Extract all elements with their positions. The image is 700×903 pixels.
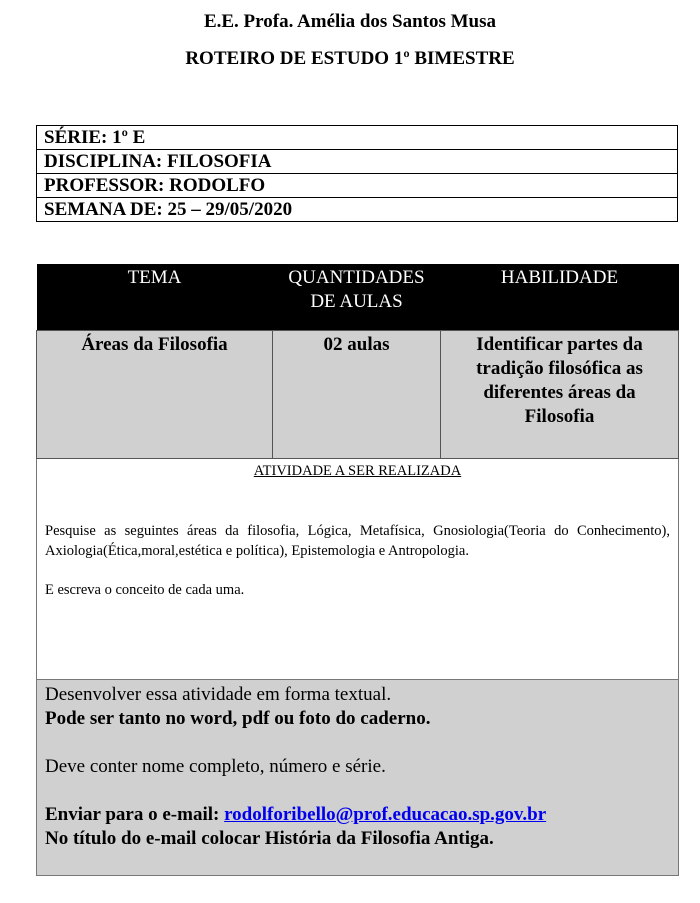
cell-habilidade: Identificar partes da tradição filosófica as diferentes áreas da Filosofia [441, 330, 679, 458]
study-table [36, 264, 679, 876]
activity-text: Pesquise as seguintes áreas da filosofia, Lógica, Metafísica, Gnosiologia(Teoria do Conhecimento), Axiologia(Ética,moral,estética e política), Epistemologia e Antropologia. [45, 522, 670, 559]
activity-cell [37, 458, 679, 679]
document-title: ROTEIRO DE ESTUDO 1º BIMESTRE [185, 48, 515, 69]
instruction-line-5: No título do e-mail colocar História da Filosofia Antiga. [45, 827, 494, 849]
cell-tema: Áreas da Filosofia [37, 330, 273, 458]
instruction-line-1: Desenvolver essa atividade em forma textual. [45, 683, 392, 705]
header-habilidade: HABILIDADE [441, 264, 679, 330]
activity-text-2: E escreva o conceito de cada uma. [45, 581, 245, 598]
info-disciplina: DISCIPLINA: FILOSOFIA [37, 150, 678, 174]
email-link[interactable]: rodolforibello@prof.educacao.sp.gov.br [224, 803, 547, 825]
email-line [45, 803, 670, 827]
info-serie: SÉRIE: 1º E [37, 126, 678, 150]
school-name: E.E. Profa. Amélia dos Santos Musa [203, 11, 497, 32]
activity-title: ATIVIDADE A SER REALIZADA [253, 462, 462, 479]
info-semana: SEMANA DE: 25 – 29/05/2020 [37, 198, 678, 222]
instruction-line-3: Deve conter nome completo, número e série. [45, 755, 386, 777]
info-table [36, 125, 678, 222]
header-quantidades: QUANTIDADES DE AULAS [273, 264, 441, 330]
instruction-line-2: Pode ser tanto no word, pdf ou foto do caderno. [45, 707, 431, 729]
header-tema: TEMA [37, 264, 273, 330]
email-label: Enviar para o e-mail: [45, 803, 225, 825]
instructions-cell [37, 679, 679, 875]
cell-aulas: 02 aulas [273, 330, 441, 458]
info-professor: PROFESSOR: RODOLFO [37, 174, 678, 198]
